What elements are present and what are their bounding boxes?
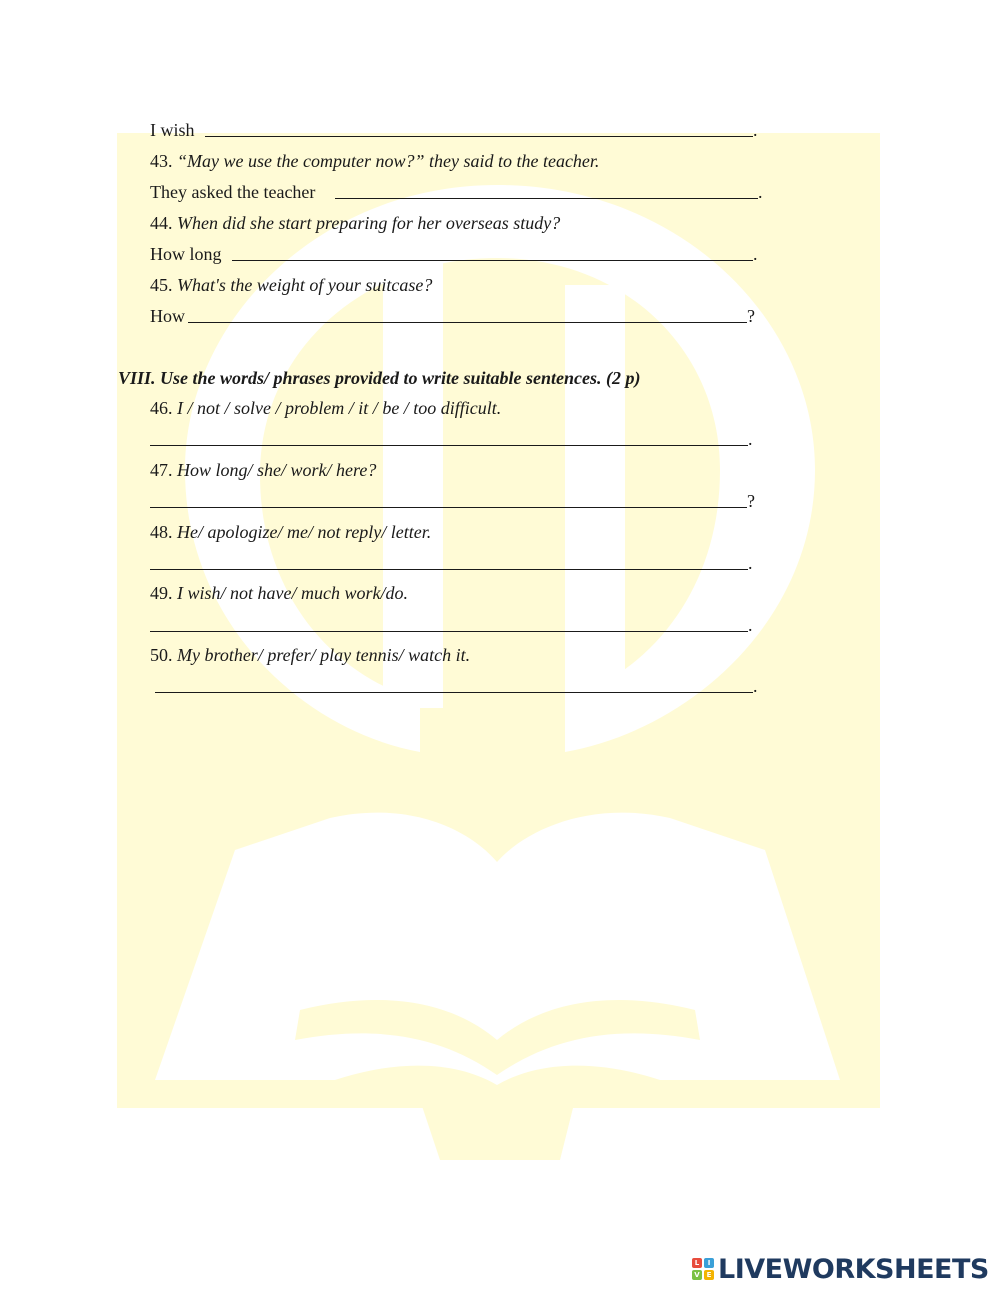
question-49 xyxy=(150,582,408,604)
question-47 xyxy=(150,459,376,481)
logo-tile: L xyxy=(692,1258,702,1268)
question-number: 46. xyxy=(150,398,173,418)
section-heading: VIII. Use the words/ phrases provided to write suitable sentences. (2 p) xyxy=(118,368,641,388)
answer-lead: How long xyxy=(150,244,222,264)
answer-end-mark: . xyxy=(753,244,758,264)
answer-end-mark: ? xyxy=(747,491,755,511)
question-prompt: He/ apologize/ me/ not reply/ letter. xyxy=(177,522,432,542)
question-number: 48. xyxy=(150,522,173,542)
answer-lead: I wish xyxy=(150,120,195,140)
answer-blank-45[interactable] xyxy=(188,322,747,323)
question-number: 44. xyxy=(150,213,173,233)
question-number: 43. xyxy=(150,151,173,171)
answer-lead: They asked the teacher xyxy=(150,182,316,202)
question-48 xyxy=(150,521,431,543)
question-46 xyxy=(150,397,501,419)
answer-blank-43[interactable] xyxy=(335,198,758,199)
answer-blank-47[interactable] xyxy=(150,507,747,508)
question-number: 49. xyxy=(150,583,173,603)
question-50 xyxy=(150,644,470,666)
question-prompt: What's the weight of your suitcase? xyxy=(177,275,433,295)
liveworksheets-logo[interactable] xyxy=(692,1254,989,1284)
answer-blank-50[interactable] xyxy=(155,692,753,693)
answer-end-mark: . xyxy=(748,429,753,449)
brand-name: LIVEWORKSHEETS xyxy=(718,1253,989,1285)
question-number: 50. xyxy=(150,645,173,665)
answer-end-mark: ? xyxy=(747,306,755,326)
answer-blank-48[interactable] xyxy=(150,569,748,570)
answer-end-mark: . xyxy=(748,615,753,635)
question-45 xyxy=(150,274,432,296)
question-43 xyxy=(150,150,599,172)
answer-end-mark: . xyxy=(753,120,758,140)
answer-line-42 xyxy=(150,119,195,141)
logo-tile: V xyxy=(692,1270,702,1280)
logo-tile: E xyxy=(704,1270,714,1280)
question-prompt: When did she start preparing for her overseas study? xyxy=(177,213,561,233)
question-prompt: My brother/ prefer/ play tennis/ watch it. xyxy=(177,645,471,665)
answer-lead: How xyxy=(150,306,185,326)
question-44 xyxy=(150,212,560,234)
question-prompt: How long/ she/ work/ here? xyxy=(177,460,377,480)
answer-blank-44[interactable] xyxy=(232,260,753,261)
answer-blank-46[interactable] xyxy=(150,445,748,446)
question-number: 45. xyxy=(150,275,173,295)
question-prompt: I / not / solve / problem / it / be / too difficult. xyxy=(177,398,502,418)
answer-end-mark: . xyxy=(758,182,763,202)
answer-blank-49[interactable] xyxy=(150,631,748,632)
question-prompt: “May we use the computer now?” they said to the teacher. xyxy=(177,151,600,171)
logo-tile: I xyxy=(704,1258,714,1268)
answer-end-mark: . xyxy=(748,553,753,573)
question-prompt: I wish/ not have/ much work/do. xyxy=(177,583,408,603)
answer-line-44 xyxy=(150,243,222,265)
logo-mark-icon xyxy=(692,1258,714,1280)
answer-blank-42[interactable] xyxy=(205,136,753,137)
answer-end-mark: . xyxy=(753,676,758,696)
answer-line-43 xyxy=(150,181,315,203)
answer-line-45 xyxy=(150,305,185,327)
question-number: 47. xyxy=(150,460,173,480)
